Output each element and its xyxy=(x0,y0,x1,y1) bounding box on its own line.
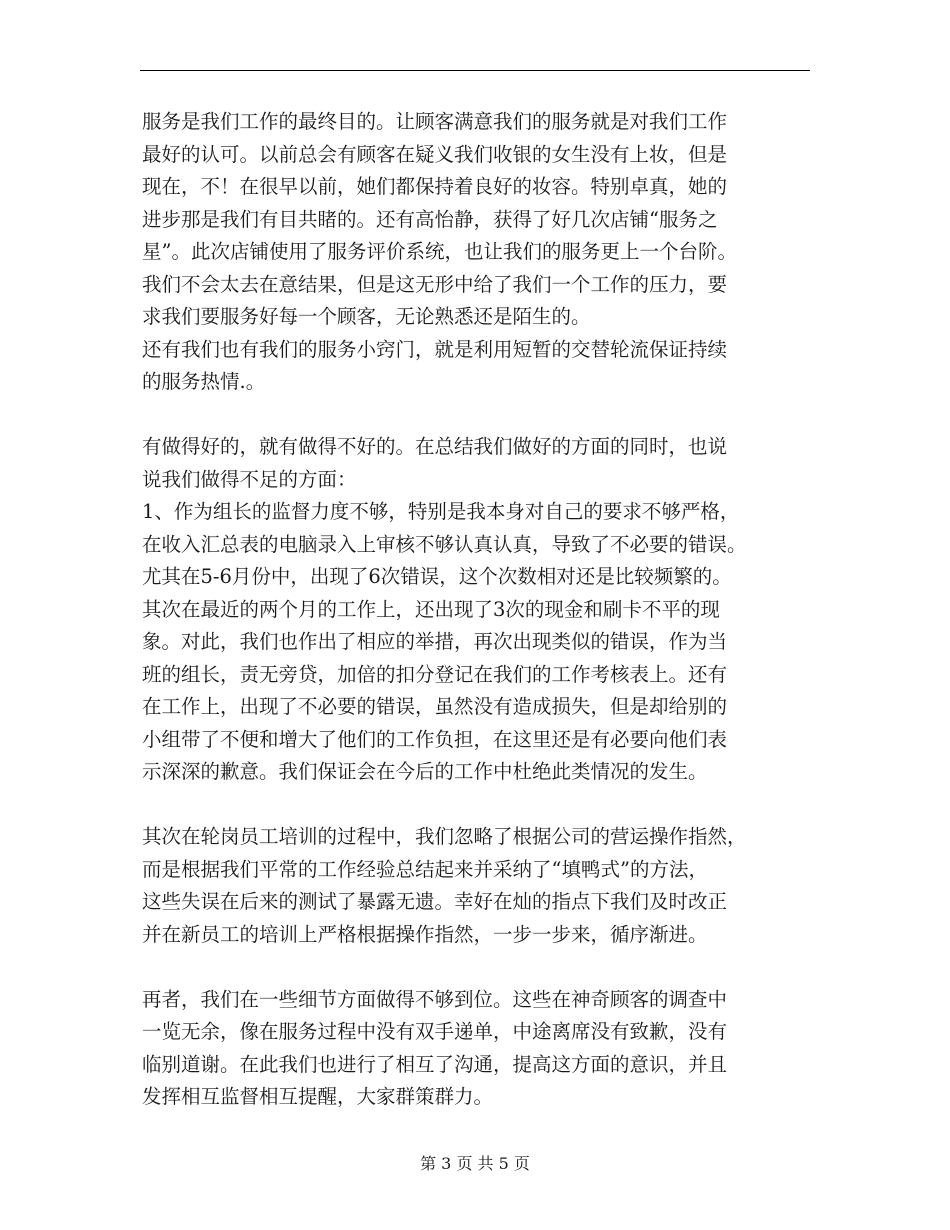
paragraph-details: 再者，我们在一些细节方面做得不够到位。这些在神奇顾客的调查中 一览无余，像在服务过程中没有双手递单，中途离席没有致歉，没有 临别道谢。在此我们也进行了相互了沟通，提高这方面的意识，并且 发挥相互监督相互提醒，大家群策群力。 xyxy=(142,987,728,1108)
paragraph-shortcomings-intro: 有做得好的，就有做得不好的。在总结我们做好的方面的同时，也说 说我们做得不足的方面： xyxy=(142,435,728,491)
document-body xyxy=(142,106,814,1114)
paragraph-gap xyxy=(142,399,814,432)
paragraph-service-goal: 服务是我们工作的最终目的。让顾客满意我们的服务就是对我们工作 最好的认可。以前总会有顾客在疑义我们收银的女生没有上妆，但是 现在，不！在很早以前，她们都保持着良好的妆容。特别卓真，她的 进步那是我们有目共睹的。还有高怡静，获得了好几次店铺“服务之 星”。此次店铺使用了服务评价系统，也让我们的服务更上一个台阶。 我们不会太去在意结果，但是这无形中给了我们一个工作的压力，要 求我们要服务好每一个顾客，无论熟悉还是陌生的。 xyxy=(142,110,737,328)
paragraph-supervision: 1、作为组长的监督力度不够，特别是我本身对自己的要求不够严格， 在收入汇总表的电脑录入上审核不够认真认真，导致了不必要的错误。 尤其在5-6月份中，出现了6次错误，这个次数相对还是比较频繁的。 其次在最近的两个月的工作上，还出现了3次的现金和刷卡不平的现 象。对此，我们也作出了相应的举措，再次出现类似的错误，作为当 班的组长，责无旁贷，加倍的扣分登记在我们的工作考核表上。还有 在工作上，出现了不必要的错误，虽然没有造成损失，但是却给别的 小组带了不便和增大了他们的工作负担，在这里还是有必要向他们表 示深深的歉意。我们保证会在今后的工作中杜绝此类情况的发生。 xyxy=(142,500,747,783)
paragraph-training: 其次在轮岗员工培训的过程中，我们忽略了根据公司的营运操作指然， 而是根据我们平常的工作经验总结起来并采纳了“填鸭式”的方法， 这些失误在后来的测试了暴露无遗。幸好在灿的指点下我们及时改正 并在新员工的培训上严格根据操作指然，一步一步来，循序渐进。 xyxy=(142,825,747,946)
paragraph-gap xyxy=(142,789,814,822)
header-rule xyxy=(140,70,810,71)
page-number-footer: 第 3 页 共 5 页 xyxy=(420,1154,530,1173)
paragraph-gap xyxy=(142,951,814,984)
paragraph-service-tips: 还有我们也有我们的服务小窍门，就是利用短暂的交替轮流保证持续 的服务热情.。 xyxy=(142,337,728,393)
